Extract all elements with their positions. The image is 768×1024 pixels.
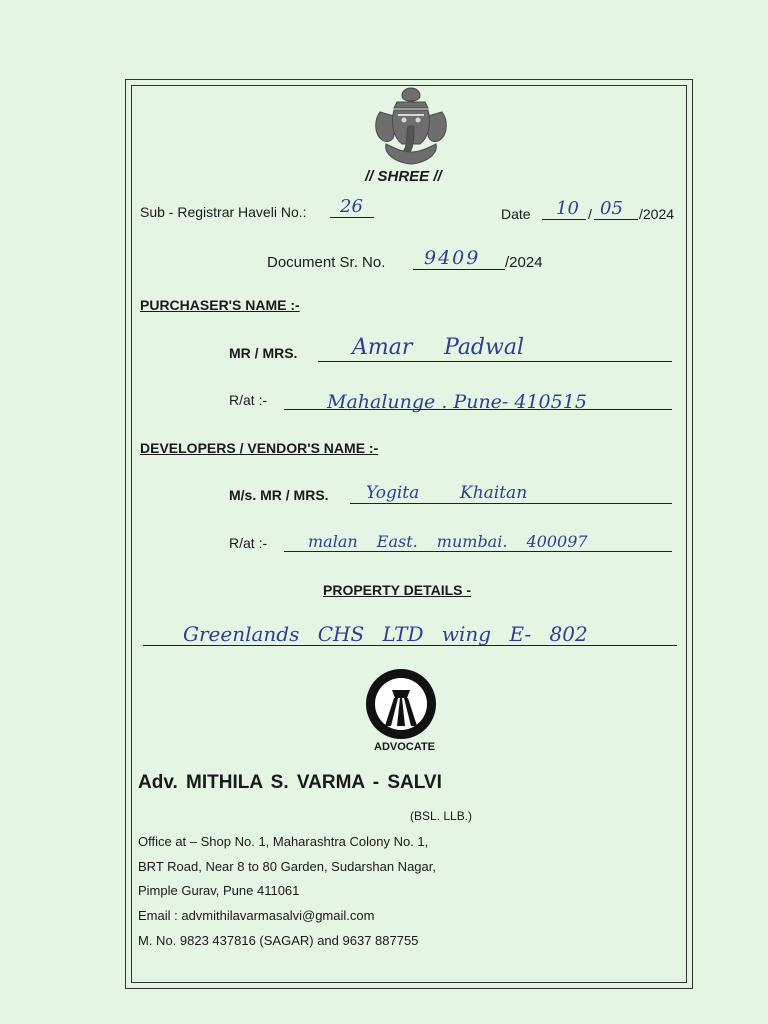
document-year: /2024: [505, 254, 543, 271]
advocate-logo-label: ADVOCATE: [374, 741, 435, 753]
purchaser-last-name: Padwal: [444, 335, 524, 360]
document-label: Document Sr. No.: [267, 254, 386, 271]
purchaser-address-underline: [284, 409, 672, 410]
date-month-underline: [594, 219, 638, 220]
registrar-label: Sub - Registrar Haveli No.:: [140, 204, 307, 220]
vendor-rat-label: R/at :-: [229, 535, 268, 551]
property-underline: [143, 645, 677, 646]
advocate-bands-icon: [365, 668, 437, 740]
date-day: 10: [556, 198, 579, 219]
vendor-last-name: Khaitan: [460, 483, 528, 503]
vendor-name-label: M/s. MR / MRS.: [229, 487, 329, 503]
document-number: 9409: [424, 247, 481, 269]
property-details: Greenlands CHS LTD wing E- 802: [183, 622, 588, 646]
advocate-email: Email : advmithilavarmasalvi@gmail.com: [138, 908, 375, 923]
advocate-address-line-1: Office at – Shop No. 1, Maharashtra Colony No. 1,: [138, 834, 429, 849]
vendor-name-underline: [350, 503, 672, 504]
vendor-heading: DEVELOPERS / VENDOR'S NAME :-: [140, 440, 379, 456]
purchaser-rat-label: R/at :-: [229, 392, 268, 408]
advocate-name: Adv. MITHILA S. VARMA - SALVI: [138, 772, 442, 793]
registrar-underline: [330, 217, 374, 218]
document-underline: [413, 269, 505, 270]
purchaser-first-name: Amar: [352, 335, 413, 360]
advocate-address-line-3: Pimple Gurav, Pune 411061: [138, 883, 300, 898]
vendor-first-name: Yogita: [366, 483, 420, 503]
advocate-qualification: (BSL. LLB.): [410, 809, 473, 823]
property-heading: PROPERTY DETAILS -: [323, 582, 472, 598]
date-separator: /: [588, 206, 592, 222]
registrar-value: 26: [340, 196, 363, 217]
date-day-underline: [542, 219, 586, 220]
ganesha-icon: [372, 86, 450, 168]
vendor-address-underline: [284, 551, 672, 552]
vendor-address: malan East. mumbai. 400097: [308, 532, 588, 551]
date-month: 05: [600, 198, 623, 219]
advocate-address-line-2: BRT Road, Near 8 to 80 Garden, Sudarshan Nagar,: [138, 859, 436, 874]
advocate-mobile: M. No. 9823 437816 (SAGAR) and 9637 887755: [138, 933, 419, 948]
purchaser-heading: PURCHASER'S NAME :-: [140, 297, 300, 313]
date-year: /2024: [639, 206, 675, 222]
purchaser-address: Mahalunge . Pune- 410515: [327, 391, 587, 413]
date-label: Date: [501, 206, 531, 222]
purchaser-name-label: MR / MRS.: [229, 345, 298, 361]
purchaser-name-underline: [318, 361, 672, 362]
shree-title: // SHREE //: [365, 168, 442, 185]
